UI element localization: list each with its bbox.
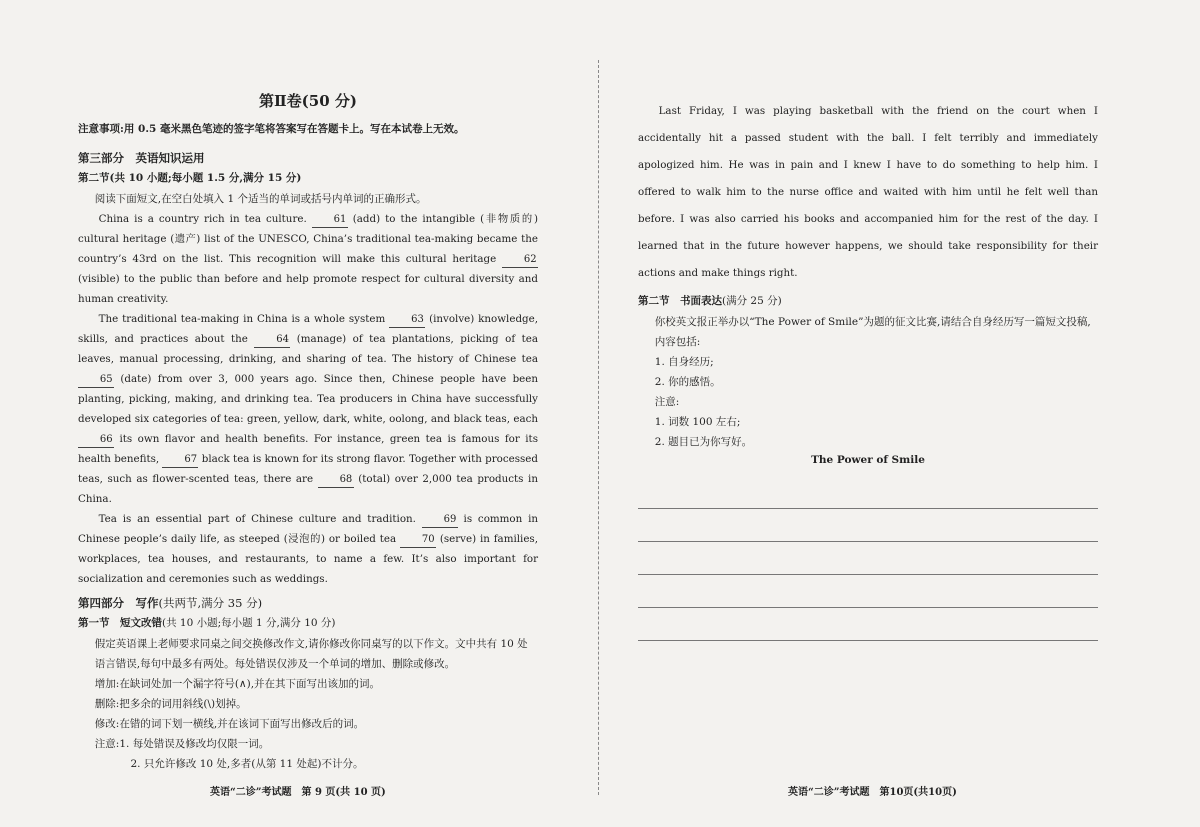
blank-61[interactable]: 61 — [312, 213, 348, 228]
blank-66[interactable]: 66 — [78, 433, 114, 448]
blank-68[interactable]: 68 — [318, 473, 354, 488]
note-label: 注意: — [654, 396, 680, 408]
essay-title: The Power of Smile — [811, 454, 925, 466]
blank-69[interactable]: 69 — [422, 513, 458, 528]
note-2: 2. 只允许修改 10 处,多者(从第 11 处起)不计分。 — [130, 758, 364, 770]
footer-page-10: 英语“二诊”考试题 第10页(共10页) — [788, 787, 957, 798]
writing-heading: 第二节 书面表达(满分 25 分) — [638, 295, 782, 307]
blank-64[interactable]: 64 — [254, 333, 290, 348]
blank-65[interactable]: 65 — [78, 373, 114, 388]
content-item-1: 1. 自身经历; — [654, 356, 714, 368]
note-1: 注意:1. 每处错误及修改均仅限一词。 — [94, 738, 270, 750]
correction-instructions: 假定英语课上老师要求同桌之间交换修改作文,请你修改你同桌写的以下作文。文中共有 10 处语言错误,每句中最多有两处。每处错误仅涉及一个单词的增加、删除或修改。 — [94, 638, 528, 670]
rule-modify: 修改:在错的词下划一横线,并在该词下面写出修改后的词。 — [94, 718, 365, 730]
rule-delete: 删除:把多余的词用斜线(\)划掉。 — [94, 698, 247, 710]
blank-67[interactable]: 67 — [162, 453, 198, 468]
error-passage: Last Friday, I was playing basketball with the friend on the court when I accidentally hit a passed student with the ball. I felt terribly and immediately apologized him. He was in pain and I knew I have to do something to help him. I offered to walk him to the nurse office and waited with him until he felt well than before. I was also carried his books and accompanied him for the rest of the day. I learned that in the future however happens, we should take responsibility for their actions and make things right. — [638, 105, 1098, 279]
sec1-heading: 第一节 短文改错(共 10 小题;每小题 1 分,满分 10 分) — [78, 617, 336, 629]
answer-lines[interactable] — [638, 476, 1098, 641]
blank-62[interactable]: 62 — [502, 253, 538, 268]
page-divider — [598, 60, 600, 795]
answer-line[interactable] — [638, 476, 1098, 509]
writing-prompt: 你校英文报正举办以“The Power of Smile”为题的征文比赛,请结合自身经历写一篇短文投稿,内容包括: — [654, 316, 1091, 348]
blank-63[interactable]: 63 — [389, 313, 425, 328]
blank-70[interactable]: 70 — [400, 533, 436, 548]
part3-heading: 第三部分 英语知识运用 — [78, 151, 205, 165]
right-page — [638, 98, 1098, 641]
left-page — [78, 90, 538, 774]
footer-page-9: 英语“二诊”考试题 第 9 页(共 10 页) — [210, 787, 386, 798]
part4-heading: 第四部分 写作(共两节,满分 35 分) — [78, 596, 263, 610]
passage-paragraph-1: China is a country rich in tea culture. 61 (add) to the intangible (非物质的) cultural heritage (遗产) list of the UNESCO, China’s traditional tea-making became the country’s 43rd on the list. This recognition will make this cultural heritage 62 (visible) to the public than before and help promote respect for cultural diversity and human creativity. — [78, 213, 538, 305]
note-item-2: 2. 题目已为你写好。 — [654, 436, 753, 448]
passage-paragraph-2: The traditional tea-making in China is a whole system 63 (involve) knowledge, skills, and practices about the 64 (manage) of tea plantations, picking of tea leaves, manual processing, drinking, and sharing of tea. The history of Chinese tea 65 (date) from over 3, 000 years ago. Since then, Chinese people have been planting, picking, making, and drinking tea. Tea producers in China have successfully developed six categories of tea: green, yellow, dark, white, oolong, and black teas, each 66 its own flavor and health benefits. For instance, green tea is famous for its health benefits, 67 black tea is known for its strong flavor. Together with processed teas, such as flower-scented teas, there are 68 (total) over 2,000 tea products in China. — [78, 313, 538, 505]
sec2-heading: 第二节(共 10 小题;每小题 1.5 分,满分 15 分) — [78, 172, 302, 184]
answer-line[interactable] — [638, 608, 1098, 641]
instructions: 阅读下面短文,在空白处填入 1 个适当的单词或括号内单词的正确形式。 — [94, 193, 427, 205]
answer-line[interactable] — [638, 509, 1098, 542]
rule-add: 增加:在缺词处加一个漏字符号(∧),并在其下面写出该加的词。 — [94, 678, 381, 690]
note-item-1: 1. 词数 100 左右; — [654, 416, 741, 428]
answer-line[interactable] — [638, 542, 1098, 575]
section-title: 第Ⅱ卷(50 分) — [259, 92, 357, 110]
content-item-2: 2. 你的感悟。 — [654, 376, 721, 388]
notice: 注意事项:用 0.5 毫米黑色笔迹的签字笔将答案写在答题卡上。写在本试卷上无效。 — [78, 123, 465, 135]
passage-paragraph-3: Tea is an essential part of Chinese culture and tradition. 69 is common in Chinese people’s daily life, as steeped (浸泡的) or boiled tea 70 (serve) in families, workplaces, tea houses, and restaurants, to name a few. It’s also important for socialization and ceremonies such as weddings. — [78, 513, 538, 585]
answer-line[interactable] — [638, 575, 1098, 608]
